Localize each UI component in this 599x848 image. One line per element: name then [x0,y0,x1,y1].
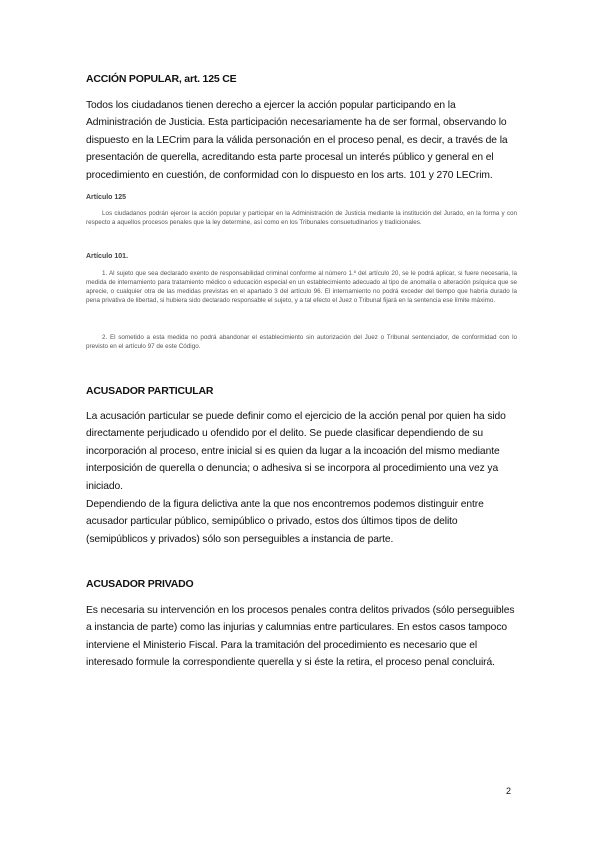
paragraph-accion-popular: Todos los ciudadanos tienen derecho a ejercer la acción popular participando en la Administración de Justicia. Esta participación necesariamente ha de ser formal, observando lo dispuesto en la LECrim para la válida personación en el proceso penal, es decir, a través de la presentación de querella, acreditando esta parte procesal un interés público y general en el procedimiento en cuestión, de conformidad con lo dispuesto en los arts. 101 y 270 LECrim. [86,100,508,181]
heading-acusador-privado: ACUSADOR PRIVADO [86,578,194,590]
quote-articulo-101-point-2: 2. El sometido a esta medida no podrá abandonar el establecimiento sin autorización del Juez o Tribunal sentenciador, de conformidad con lo previsto en el artículo 97 de este Código. [86,334,517,351]
heading-accion-popular: ACCIÓN POPULAR, art. 125 CE [86,73,237,85]
quote-title-articulo-125: Artículo 125 [86,194,127,201]
quote-articulo-101-point-1: 1. Al sujeto que sea declarado exento de responsabilidad criminal conforme al número 1.º del artículo 20, se le podrá aplicar, si fuere necesaria, la medida de internamiento para tratamiento médico o educación especial en un establecimiento adecuado al tipo de anomalía o alteración psíquica que se aprecie, o cualquier otra de las medidas previstas en el apartado 3 del artículo 96. El internamiento no podrá exceder del tiempo que habría durado la pena privativa de libertad, si hubiera sido declarado responsable el sujeto, y a tal efecto el Juez o Tribunal fijará en la sentencia ese límite máximo. [86,270,517,305]
paragraph-acusador-privado: Es necesaria su intervención en los procesos penales contra delitos privados (sólo perseguibles a instancia de parte) como las injurias y calumnias entre particulares. En estos casos tampoco interviene el Ministerio Fiscal. Para la tramitación del procedimiento es necesario que el interesado formule la correspondiente querella y si éste la retira, el proceso penal concluirá. [86,605,515,669]
paragraph-acusador-particular-1: La acusación particular se puede definir como el ejercicio de la acción penal por quien ha sido directamente perjudicado u ofendido por el delito. Se puede clasificar dependiendo de su incorporación al proceso, entre inicial si es quien da lugar a la incoación del mismo mediante interposición de querella o denuncia; o adhesiva si se incorpora al procedimiento una vez ya iniciado. [86,411,506,492]
page-number: 2 [506,786,512,796]
paragraph-acusador-particular-2: Dependiendo de la figura delictiva ante la que nos encontremos podemos distinguir entre acusador particular público, semipúblico o privado, estos dos últimos tipos de delito (semipúblicos y privados) sólo son perseguibles a instancia de parte. [86,499,484,545]
quote-articulo-125: Los ciudadanos podrán ejercer la acción popular y participar en la Administración de Justicia mediante la institución del Jurado, en la forma y con respecto a aquellos procesos penales que la ley determine, así como en los Tribunales consuetudinarios y tradicionales. [86,210,517,227]
heading-acusador-particular: ACUSADOR PARTICULAR [86,385,214,397]
quote-title-articulo-101: Artículo 101. [86,253,129,260]
